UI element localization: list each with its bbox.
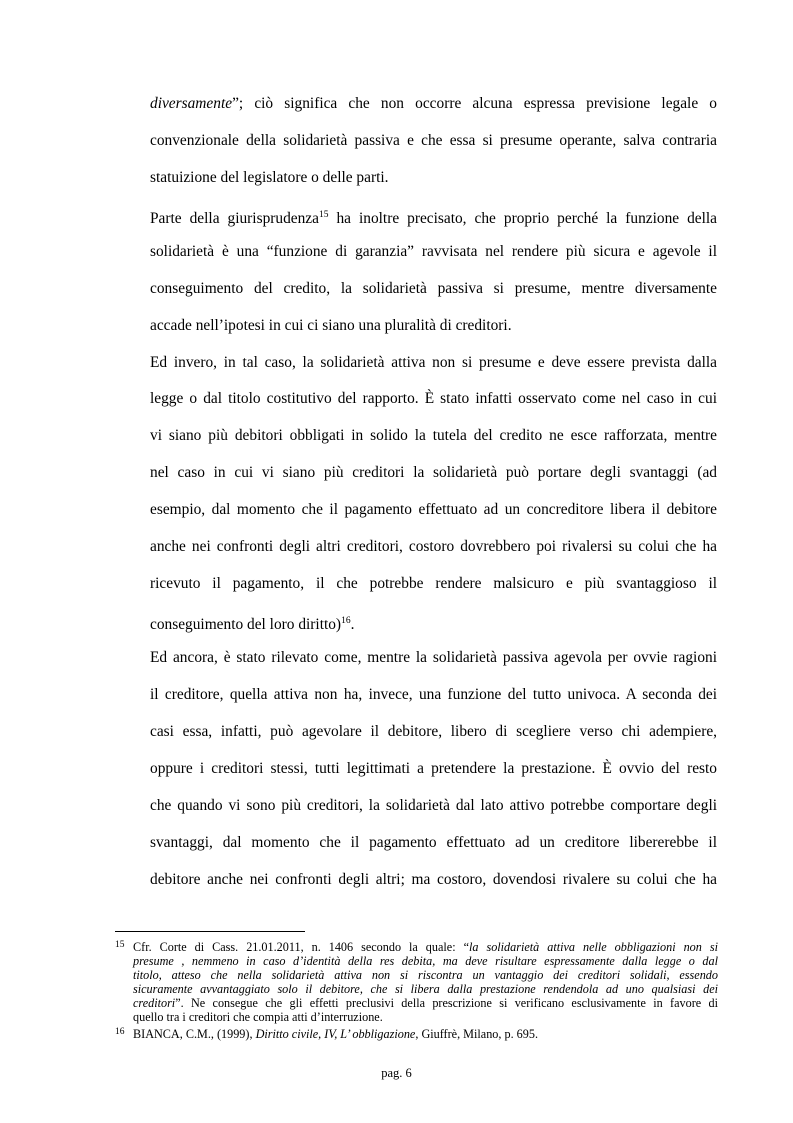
body-line: casi essa, infatti, può agevolare il debitore, libero di scegliere verso chi adempiere, (150, 723, 717, 740)
text: Parte della giurisprudenza (150, 210, 319, 227)
italic-text: titolo, atteso che nella solidarietà attiva non si riscontra un vantaggio dei creditori solidali, essendo (133, 968, 718, 982)
italic-text: diversamente (150, 95, 233, 112)
italic-text: Diritto civile, IV, L’ obbligazione (255, 1027, 416, 1041)
text: ha inoltre precisato, che proprio perché la funzione della (328, 210, 717, 227)
body-line: accade nell’ipotesi in cui ci siano una pluralità di creditori. (150, 317, 512, 334)
body-line: il creditore, quella attiva non ha, invece, una funzione del tutto univoca. A seconda dei (150, 686, 717, 703)
body-line (150, 206, 717, 228)
body-line: statuizione del legislatore o delle parti. (150, 169, 389, 186)
footnote-line (133, 940, 718, 954)
footnote-separator (115, 931, 305, 932)
footnote-number-15: 15 (115, 940, 125, 950)
body-line: anche nei confronti degli altri creditori, costoro dovrebbero poi rivalersi su colui che ha (150, 538, 717, 555)
body-line: nel caso in cui vi siano più creditori la solidarietà può portare degli svantaggi (ad (150, 464, 717, 481)
footnote-line (133, 982, 718, 996)
text: ”. Ne consegue che gli effetti preclusivi della prescrizione si verificano esclusivamente in favore di (175, 996, 718, 1010)
body-line: legge o dal titolo costitutivo del rapporto. È stato infatti osservato come nel caso in cui (150, 390, 717, 407)
footnote-line (133, 1027, 718, 1041)
text: conseguimento del loro diritto) (150, 616, 342, 633)
body-line: Ed ancora, è stato rilevato come, mentre la solidarietà passiva agevola per ovvie ragioni (150, 649, 717, 666)
italic-text: creditori (133, 996, 176, 1010)
footnote-ref-15[interactable]: 15 (318, 210, 329, 220)
body-line: esempio, dal momento che il pagamento effettuato ad un concreditore libera il debitore (150, 501, 717, 518)
italic-text: la solidarietà attiva nelle obbligazioni non si (468, 940, 718, 954)
text: , Giuffrè, Milano, p. 695. (415, 1027, 538, 1041)
body-line: debitore anche nei confronti degli altri; ma costoro, dovendosi rivalere su colui che ha (150, 871, 717, 888)
italic-text: sicuramente avvantaggiato solo il debitore, che si libera dalla prestazione rendendola ad uno qualsiasi dei (133, 982, 718, 996)
footnote-number-16: 16 (115, 1027, 125, 1037)
italic-text: presume , nemmeno in caso d’identità della res debita, ma deve risultare espressamente dalla legge o dal (133, 954, 718, 968)
body-line: oppure i creditori stessi, tutti legittimati a pretendere la prestazione. È ovvio del resto (150, 760, 717, 777)
footnote-line (133, 954, 718, 968)
body-line: solidarietà è una “funzione di garanzia” ravvisata nel rendere più sicura e agevole il (150, 243, 717, 260)
body-line: svantaggi, dal momento che il pagamento effettuato ad un creditore libererebbe il (150, 834, 717, 851)
footnote-line (133, 968, 718, 982)
body-line: Ed invero, in tal caso, la solidarietà attiva non si presume e deve essere prevista dalla (150, 354, 717, 371)
text: ”; ciò significa che non occorre alcuna espressa previsione legale o (232, 95, 717, 112)
body-line: che quando vi sono più creditori, la solidarietà dal lato attivo potrebbe comportare degli (150, 797, 717, 814)
body-line: vi siano più debitori obbligati in solido la tutela del credito ne esce rafforzata, mentre (150, 427, 717, 444)
text: . (350, 616, 355, 633)
footnote-line (133, 996, 718, 1010)
body-line (150, 95, 717, 113)
text: Cfr. Corte di Cass. 21.01.2011, n. 1406 secondo la quale: “ (133, 940, 469, 954)
footnote-line: quello tra i creditori che compia atti d’interruzione. (133, 1010, 383, 1024)
body-line: convenzionale della solidarietà passiva e che essa si presume operante, salva contraria (150, 132, 717, 149)
body-line: ricevuto il pagamento, il che potrebbe rendere malsicuro e più svantaggioso il (150, 575, 717, 592)
page-number: pag. 6 (381, 1066, 412, 1080)
body-line (150, 612, 717, 634)
text: BIANCA, C.M., (1999), (133, 1027, 256, 1041)
body-line: conseguimento del credito, la solidarietà passiva si presume, mentre diversamente (150, 280, 717, 297)
footnote-ref-16[interactable]: 16 (341, 616, 351, 626)
